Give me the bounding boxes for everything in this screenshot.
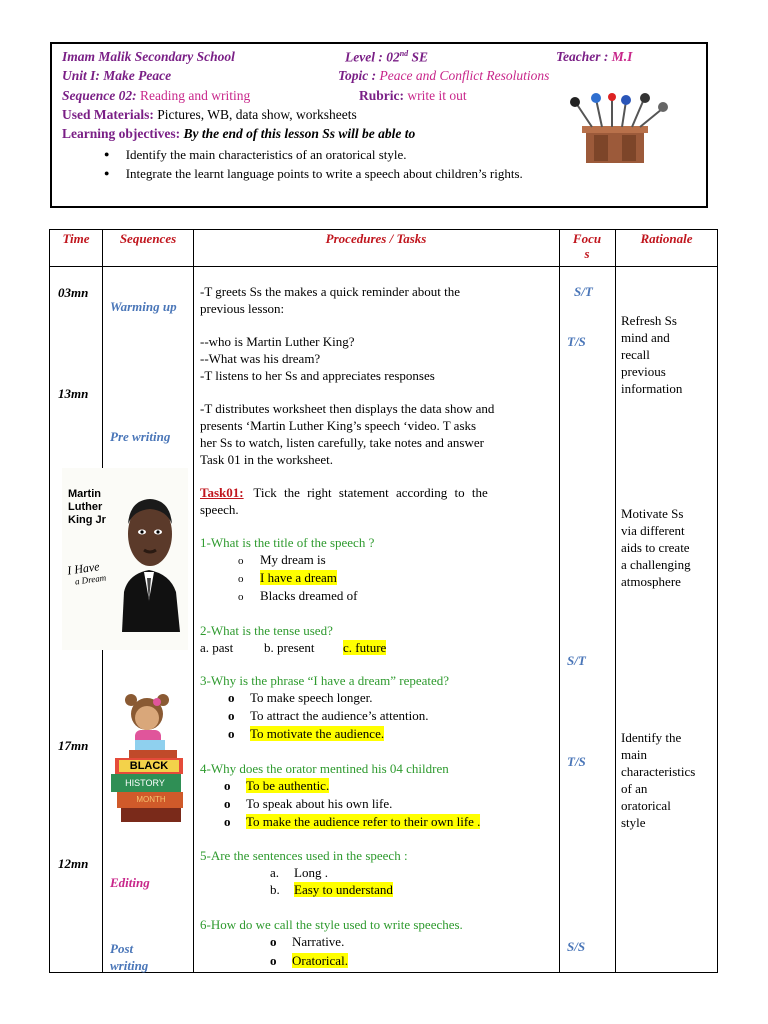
option: a. past bbox=[200, 640, 234, 655]
task-text: speech. bbox=[200, 502, 239, 517]
option: a. Long . bbox=[270, 865, 328, 880]
option-correct: o To be authentic. bbox=[224, 778, 330, 793]
question: 3-Why is the phrase “I have a dream” repeated? bbox=[200, 673, 450, 688]
school-name: Imam Malik Secondary School bbox=[62, 49, 235, 64]
rationale-cell: Refresh Ss mind and recall previous information bbox=[621, 313, 683, 396]
topic: Topic : Peace and Conflict Resolutions bbox=[338, 68, 550, 83]
option: o Blacks dreamed of bbox=[238, 588, 358, 603]
option-correct: b. Easy to understand bbox=[270, 882, 393, 897]
procedure-text: -T distributes worksheet then displays the data show and bbox=[200, 401, 495, 416]
materials: Used Materials: Pictures, WB, data show, worksheets bbox=[62, 107, 357, 122]
option: o Narrative. bbox=[270, 934, 345, 949]
option: o My dream is bbox=[238, 552, 326, 567]
procedure-text: --who is Martin Luther King? bbox=[200, 334, 355, 349]
sequence-cell: Post writing bbox=[110, 941, 149, 973]
time-cell: 12mn bbox=[58, 856, 89, 871]
option-correct: o I have a dream bbox=[238, 570, 337, 585]
rationale-cell: Motivate Ss via different aids to create a challenging atmosphere bbox=[621, 506, 691, 589]
option-correct: o To make the audience refer to their own life . bbox=[224, 814, 481, 829]
option: o To speak about his own life. bbox=[224, 796, 393, 811]
sequence: Sequence 02: Reading and writing bbox=[62, 88, 251, 103]
question: 5-Are the sentences used in the speech : bbox=[200, 848, 408, 863]
martin-luther-king-image: Martin Luther King Jr I Have a Dream bbox=[62, 468, 188, 650]
option-correct: o Oratorical. bbox=[270, 953, 348, 968]
question: 4-Why does the orator mentined his 04 children bbox=[200, 761, 449, 776]
focus-cell: S/T bbox=[567, 653, 586, 668]
focus-cell: T/S bbox=[567, 334, 586, 349]
task-line: Task01: Tick the right statement according to the bbox=[200, 485, 488, 500]
sequence-cell: Pre writing bbox=[110, 429, 171, 444]
teacher: Teacher : M.I bbox=[556, 49, 633, 64]
podium-microphones-image bbox=[566, 93, 676, 165]
objectives-heading: Learning objectives: By the end of this lesson Ss will be able to bbox=[62, 126, 416, 141]
option: b. present bbox=[264, 640, 315, 655]
procedure-text: her Ss to watch, listen carefully, take notes and answer bbox=[200, 435, 484, 450]
sequence-cell: Editing bbox=[110, 875, 150, 890]
procedure-text: --What was his dream? bbox=[200, 351, 321, 366]
procedure-text: previous lesson: bbox=[200, 301, 285, 316]
focus-cell: S/S bbox=[567, 939, 586, 954]
sequence-cell: Warming up bbox=[110, 299, 177, 314]
header-focus: Focu s bbox=[572, 231, 602, 261]
header-sequences: Sequences bbox=[119, 231, 177, 246]
option-correct: o To motivate the audience. bbox=[228, 726, 385, 741]
question: 2-What is the tense used? bbox=[200, 623, 333, 638]
procedure-text: -T listens to her Ss and appreciates responses bbox=[200, 368, 435, 383]
focus-cell: S/T bbox=[574, 284, 593, 299]
unit: Unit I: Make Peace bbox=[62, 68, 172, 83]
option-correct: c. future bbox=[343, 640, 387, 655]
focus-cell: T/S bbox=[567, 754, 586, 769]
rubric: Rubric: write it out bbox=[359, 88, 467, 103]
objective-item: ● Identify the main characteristics of an oratorical style. bbox=[104, 147, 407, 162]
time-cell: 17mn bbox=[58, 738, 89, 753]
header-rationale: Rationale bbox=[640, 231, 693, 246]
question: 6-How do we call the style used to write speeches. bbox=[200, 917, 463, 932]
time-cell: 03mn bbox=[58, 285, 89, 300]
girl-reading-books-image: BLACK HISTORY MONTH bbox=[105, 690, 193, 830]
procedure-text: presents ‘Martin Luther King’s speech ‘video. T asks bbox=[200, 418, 477, 433]
objective-item: ● Integrate the learnt language points to write a speech about children’s rights. bbox=[104, 166, 523, 181]
level: Level : 02nd SE bbox=[345, 49, 429, 65]
header-time: Time bbox=[62, 231, 90, 246]
rationale-cell: Identify the main characteristics of an oratorical style bbox=[621, 730, 696, 830]
option: o To make speech longer. bbox=[228, 690, 373, 705]
header-procedures: Procedures / Tasks bbox=[325, 231, 427, 246]
time-cell: 13mn bbox=[58, 386, 89, 401]
option: o To attract the audience’s attention. bbox=[228, 708, 429, 723]
procedure-text: -T greets Ss the makes a quick reminder about the bbox=[200, 284, 461, 299]
procedure-text: Task 01 in the worksheet. bbox=[200, 452, 334, 467]
question: 1-What is the title of the speech ? bbox=[200, 535, 375, 550]
